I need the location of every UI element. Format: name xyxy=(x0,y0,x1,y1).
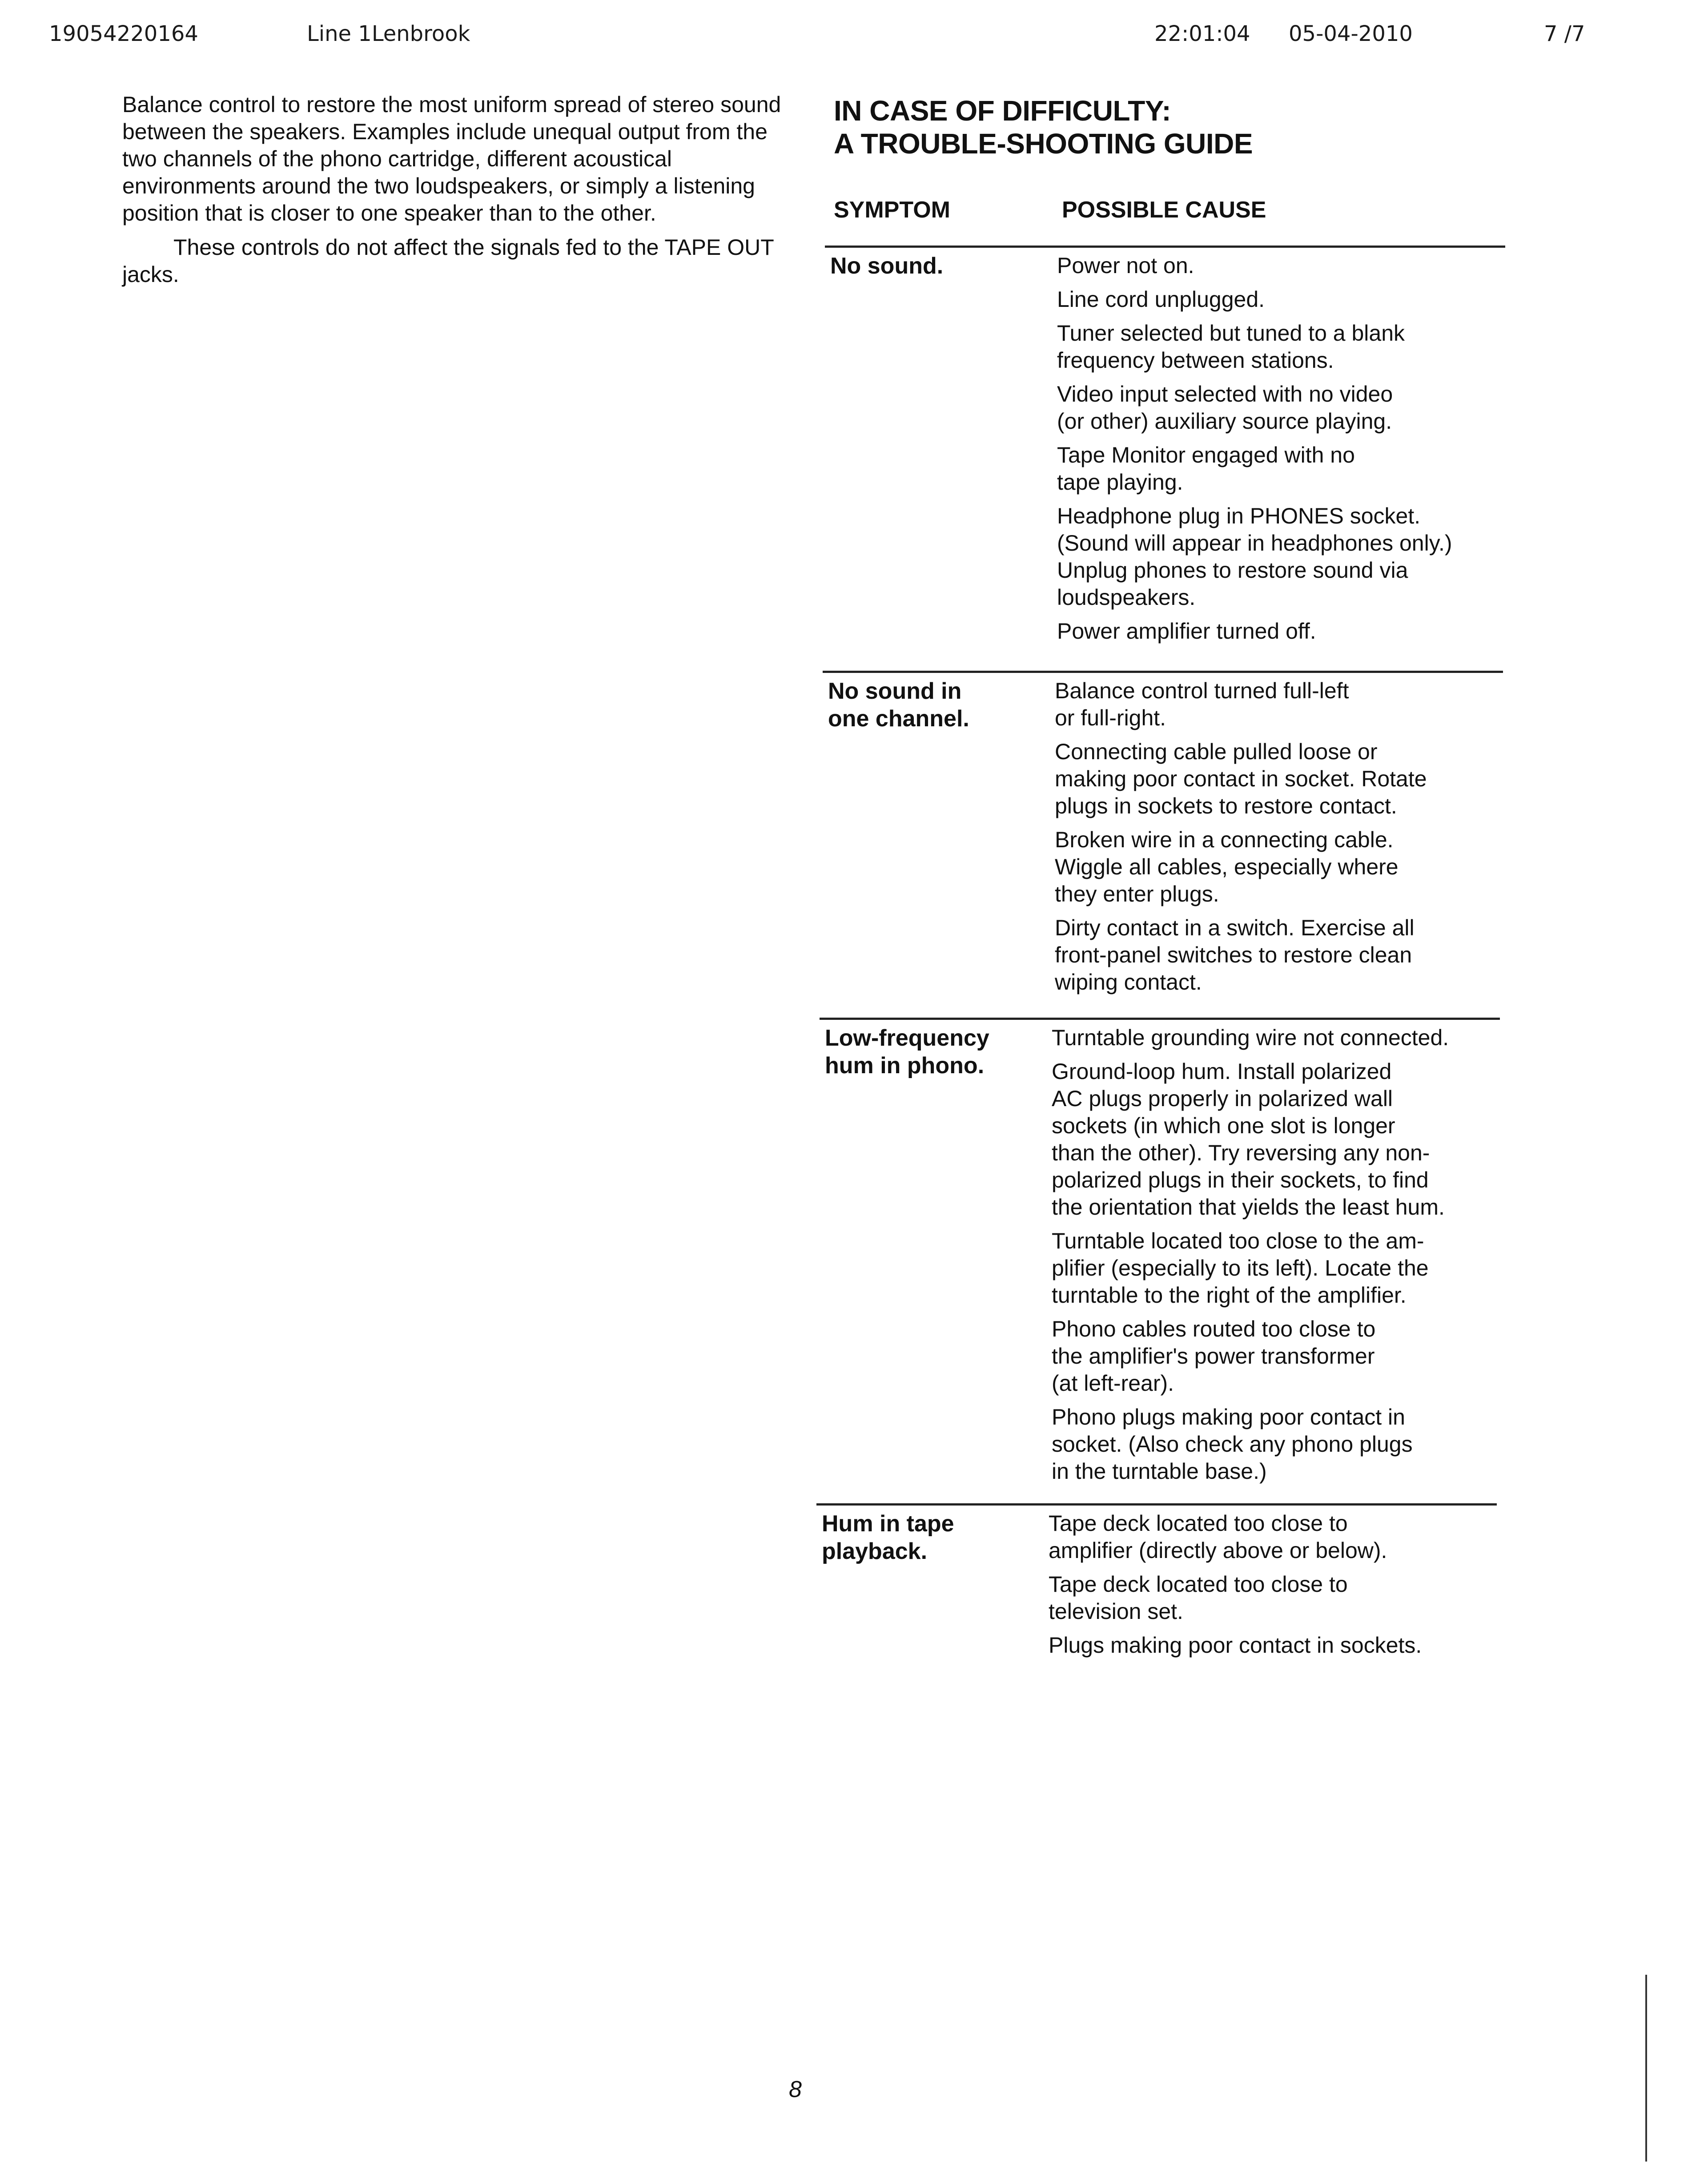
table-row xyxy=(816,1503,1497,1658)
cause-line: Power not on. xyxy=(1057,253,1194,278)
cause-line: or full-right. xyxy=(1055,705,1166,730)
cause-line: Turntable grounding wire not connected. xyxy=(1052,1025,1449,1050)
possible-causes-cell xyxy=(1057,252,1506,652)
cause-line: in the turntable base.) xyxy=(1052,1459,1267,1484)
cause-line: Phono cables routed too close to xyxy=(1052,1316,1376,1341)
cause-line: Balance control turned full-left xyxy=(1055,678,1349,703)
fax-line-label: Line 1Lenbrook xyxy=(307,21,470,46)
left-column-text xyxy=(122,91,807,288)
possible-cause-item xyxy=(1049,1510,1498,1564)
possible-causes-cell xyxy=(1055,677,1504,1002)
cause-line: Turntable located too close to the am- xyxy=(1052,1228,1424,1253)
possible-cause-item xyxy=(1052,1316,1501,1397)
cause-column-header: POSSIBLE CAUSE xyxy=(1062,197,1266,223)
symptom-cell xyxy=(830,252,1035,280)
cause-line: Line cord unplugged. xyxy=(1057,287,1265,312)
guide-title-line-2: A TROUBLE-SHOOTING GUIDE xyxy=(834,128,1253,160)
possible-cause-item xyxy=(1052,1024,1501,1051)
cause-line: amplifier (directly above or below). xyxy=(1049,1538,1387,1563)
symptom-cell xyxy=(822,1510,1026,1565)
cause-line: Wiggle all cables, especially where xyxy=(1055,854,1399,879)
cause-line: (or other) auxiliary source playing. xyxy=(1057,409,1392,434)
cause-line: they enter plugs. xyxy=(1055,882,1219,906)
possible-cause-item xyxy=(1057,618,1506,645)
cause-line: Tuner selected but tuned to a blank xyxy=(1057,321,1405,346)
symptom-line: one channel. xyxy=(828,706,969,732)
table-row xyxy=(825,246,1505,644)
cause-line: Dirty contact in a switch. Exercise all xyxy=(1055,915,1415,940)
possible-causes-cell xyxy=(1049,1510,1498,1666)
cause-line: Ground-loop hum. Install polarized xyxy=(1052,1059,1392,1084)
balance-paragraph: Balance control to restore the most uniform spread of stereo sound between the speakers. Examples include unequal output from the two channels of the phono cartridge, different acoustical environments around the two loudspeakers, or simply a listening position that is closer to one speaker than to the other. xyxy=(122,92,781,225)
possible-cause-item xyxy=(1057,503,1506,611)
cause-line: Broken wire in a connecting cable. xyxy=(1055,827,1394,852)
fax-date: 05-04-2010 xyxy=(1289,21,1413,46)
cause-line: (Sound will appear in headphones only.) xyxy=(1057,531,1452,556)
possible-cause-item xyxy=(1055,914,1504,996)
cause-line: loudspeakers. xyxy=(1057,585,1196,610)
cause-line: television set. xyxy=(1049,1599,1183,1624)
cause-line: wiping contact. xyxy=(1055,970,1202,994)
scan-margin-line xyxy=(1645,1975,1647,2162)
cause-line: the amplifier's power transformer xyxy=(1052,1344,1375,1369)
cause-line: the orientation that yields the least hum. xyxy=(1052,1195,1445,1220)
cause-line: (at left-rear). xyxy=(1052,1371,1174,1396)
cause-line: Phono plugs making poor contact in xyxy=(1052,1405,1405,1429)
cause-line: Plugs making poor contact in sockets. xyxy=(1049,1633,1422,1658)
cause-line: Headphone plug in PHONES socket. xyxy=(1057,503,1421,528)
possible-cause-item xyxy=(1055,677,1504,732)
symptom-line: Low-frequency xyxy=(825,1025,989,1051)
cause-line: Tape deck located too close to xyxy=(1049,1572,1348,1597)
cause-line: socket. (Also check any phono plugs xyxy=(1052,1432,1413,1457)
cause-line: making poor contact in socket. Rotate xyxy=(1055,766,1427,791)
possible-cause-item xyxy=(1057,286,1506,313)
possible-cause-item xyxy=(1052,1228,1501,1309)
cause-line: AC plugs properly in polarized wall xyxy=(1052,1086,1393,1111)
table-row xyxy=(823,671,1503,994)
fax-page-count: 7 /7 xyxy=(1544,21,1585,46)
cause-line: Connecting cable pulled loose or xyxy=(1055,739,1378,764)
possible-cause-item xyxy=(1052,1404,1501,1485)
cause-line: tape playing. xyxy=(1057,470,1183,495)
cause-line: plifier (especially to its left). Locate the xyxy=(1052,1256,1429,1280)
symptom-line: Hum in tape xyxy=(822,1511,954,1537)
symptom-cell xyxy=(828,677,1033,733)
symptom-line: No sound. xyxy=(830,253,944,279)
possible-causes-cell xyxy=(1052,1024,1501,1492)
fax-number: 19054220164 xyxy=(49,21,198,46)
table-row xyxy=(820,1018,1500,1484)
symptom-column-header: SYMPTOM xyxy=(834,197,950,223)
cause-line: Video input selected with no video xyxy=(1057,382,1393,407)
cause-line: Unplug phones to restore sound via xyxy=(1057,558,1408,583)
possible-cause-item xyxy=(1055,738,1504,820)
possible-cause-item xyxy=(1049,1632,1498,1659)
tape-out-paragraph: These controls do not affect the signals fed to the TAPE OUT jacks. xyxy=(122,235,774,287)
possible-cause-item xyxy=(1057,442,1506,496)
possible-cause-item xyxy=(1049,1571,1498,1625)
cause-line: front-panel switches to restore clean xyxy=(1055,942,1412,967)
symptom-line: hum in phono. xyxy=(825,1053,985,1079)
cause-line: sockets (in which one slot is longer xyxy=(1052,1113,1395,1138)
cause-line: polarized plugs in their sockets, to find xyxy=(1052,1168,1429,1192)
possible-cause-item xyxy=(1052,1058,1501,1221)
guide-title-line-1: IN CASE OF DIFFICULTY: xyxy=(834,95,1171,127)
fax-time: 22:01:04 xyxy=(1154,21,1250,46)
cause-line: frequency between stations. xyxy=(1057,348,1334,373)
possible-cause-item xyxy=(1057,320,1506,374)
symptom-line: No sound in xyxy=(828,678,962,704)
possible-cause-item xyxy=(1057,252,1506,279)
cause-line: than the other). Try reversing any non- xyxy=(1052,1140,1430,1165)
page-number: 8 xyxy=(789,2077,802,2102)
cause-line: Tape deck located too close to xyxy=(1049,1511,1348,1536)
guide-title xyxy=(834,94,1253,160)
cause-line: Power amplifier turned off. xyxy=(1057,619,1316,644)
symptom-cell xyxy=(825,1024,1029,1079)
possible-cause-item xyxy=(1055,826,1504,908)
cause-line: turntable to the right of the amplifier. xyxy=(1052,1283,1407,1308)
symptom-line: playback. xyxy=(822,1538,928,1564)
cause-line: plugs in sockets to restore contact. xyxy=(1055,793,1397,818)
possible-cause-item xyxy=(1057,381,1506,435)
cause-line: Tape Monitor engaged with no xyxy=(1057,443,1355,467)
